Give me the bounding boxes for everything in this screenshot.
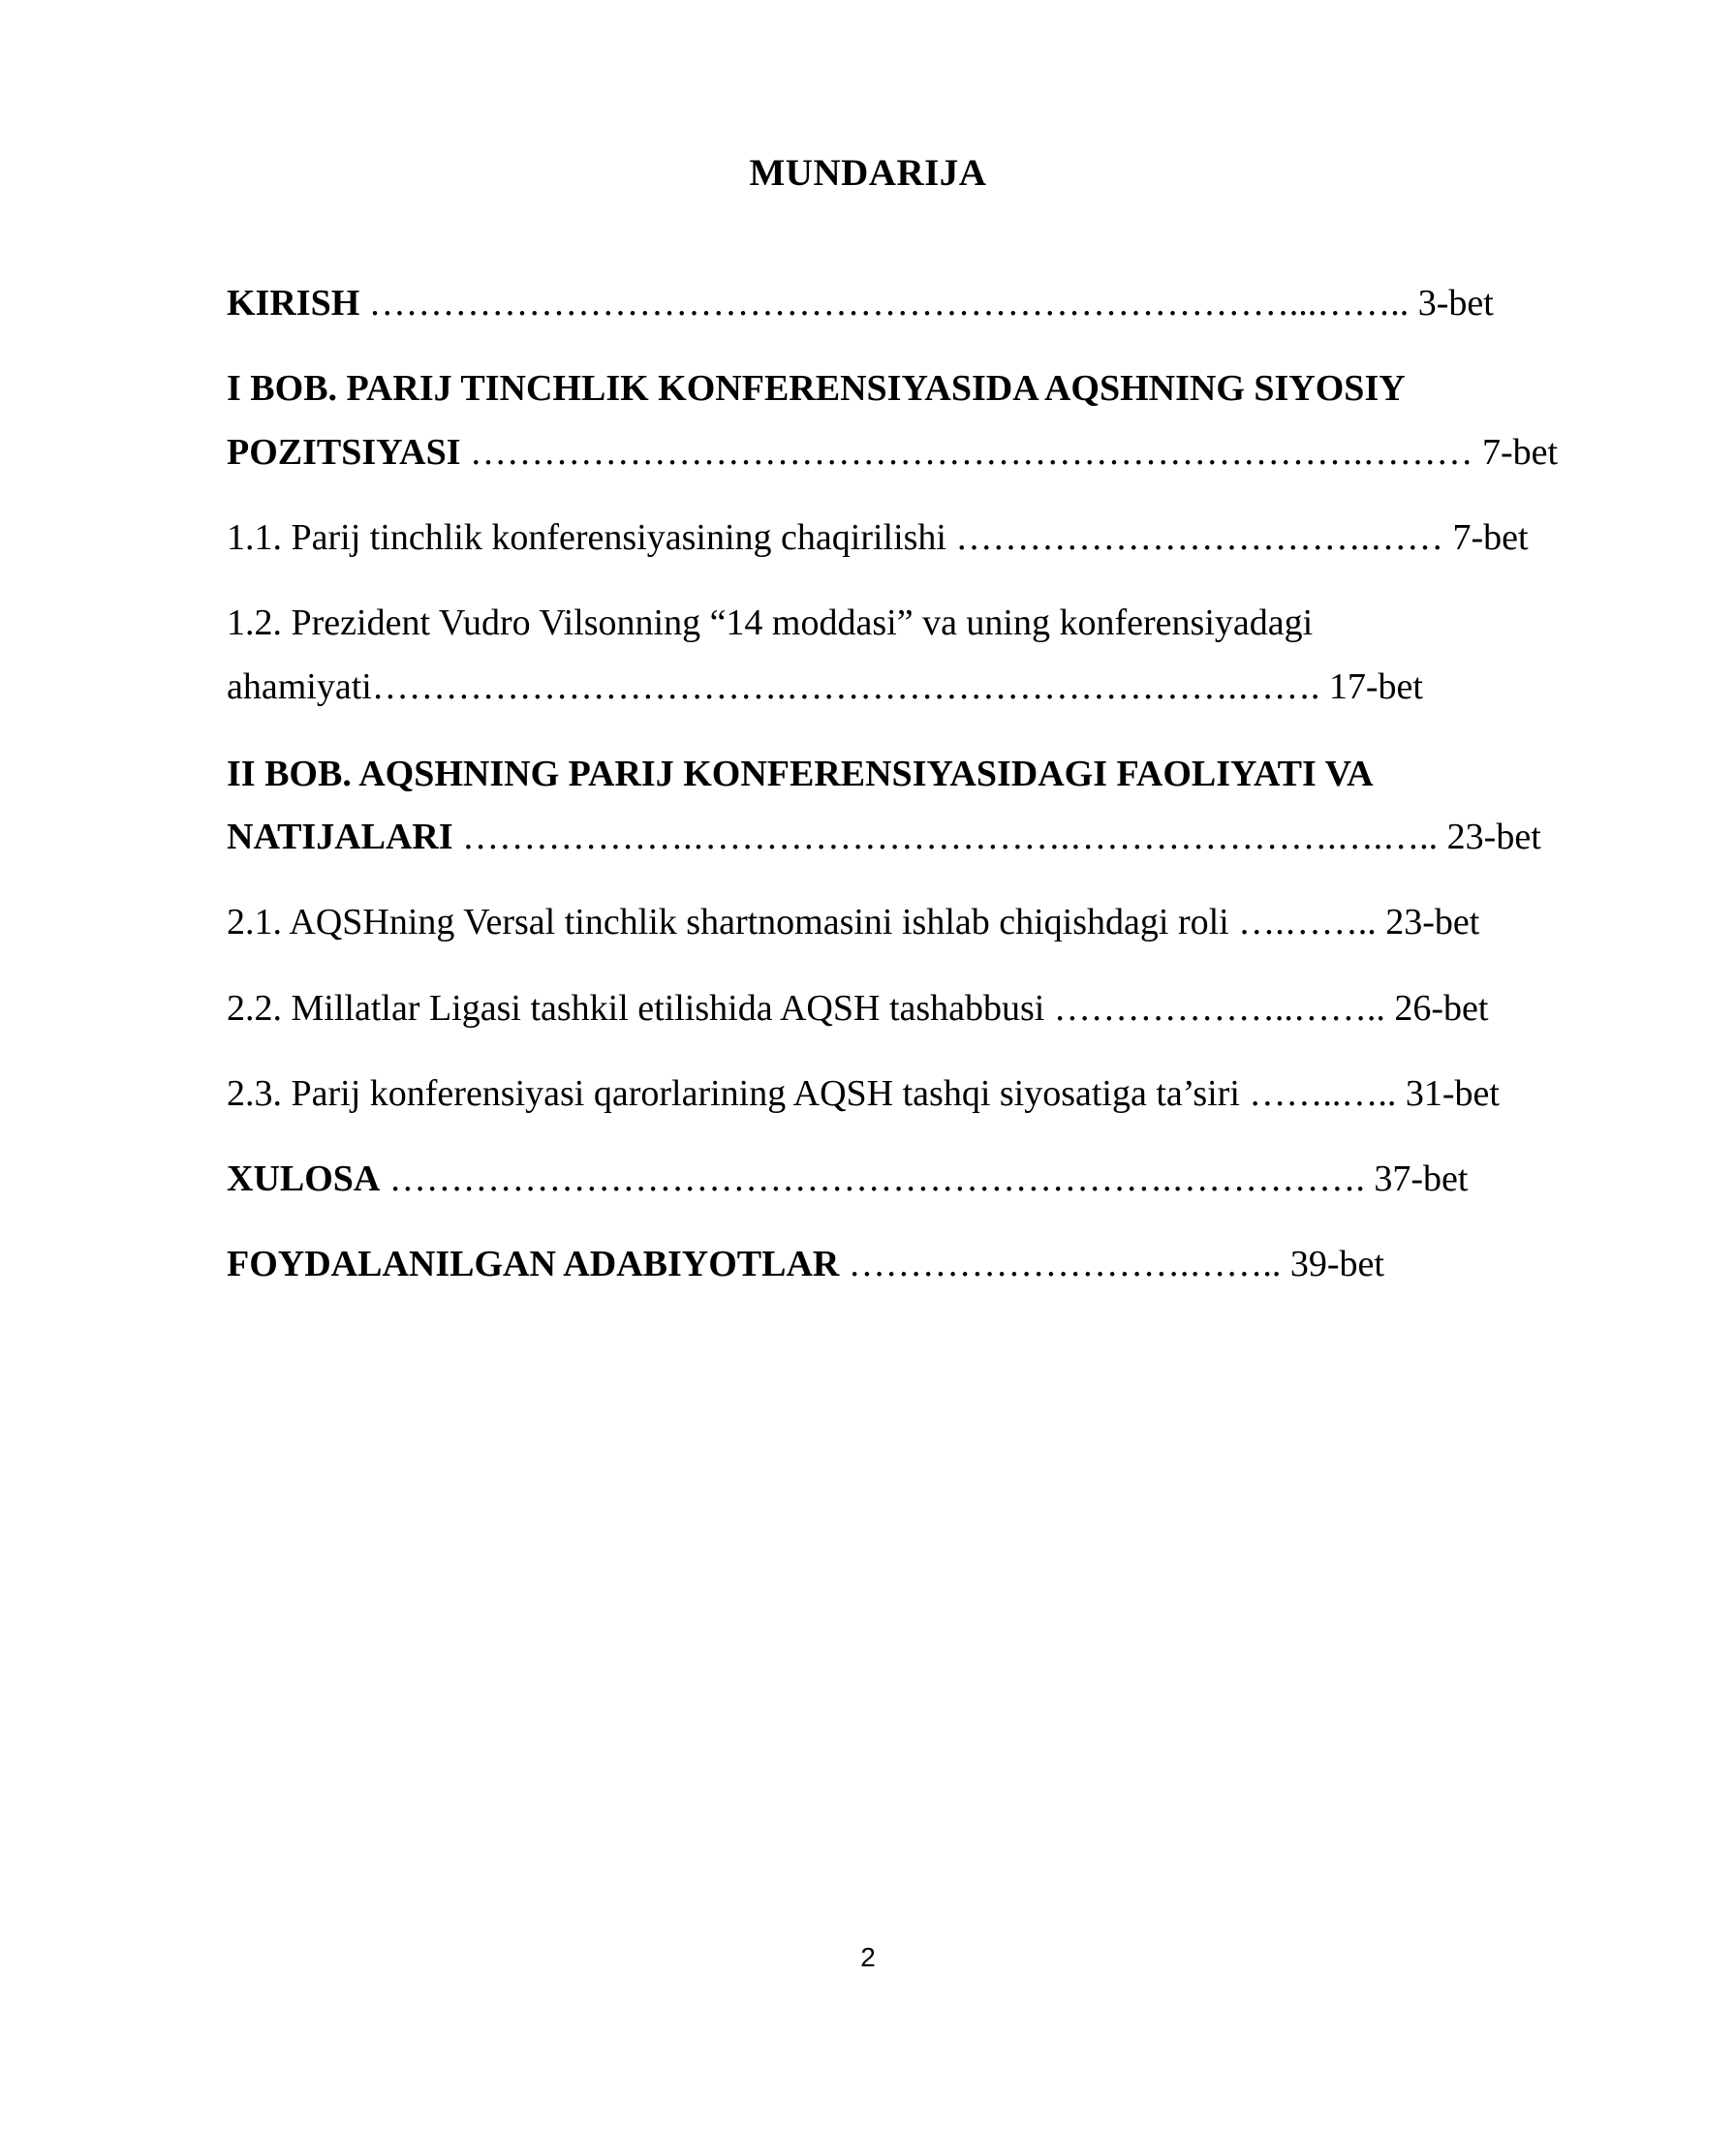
- toc-entry-text: 1.2. Prezident Vudro Vilsonning “14 moddasi” va uning konferensiyadagi: [227, 602, 1314, 643]
- toc-page-ref: 7-bet: [1482, 432, 1559, 473]
- toc-entry-text: KIRISH: [227, 283, 360, 324]
- toc-entry-text: ahamiyati: [227, 666, 372, 707]
- toc-entry-text: 2.2. Millatlar Ligasi tashkil etilishida AQSH tashabbusi: [227, 988, 1045, 1029]
- toc-entry-2-2: [227, 985, 1510, 1032]
- toc-page-ref: 7-bet: [1452, 517, 1529, 558]
- toc-page-ref: 26-bet: [1394, 988, 1489, 1029]
- toc-page-ref: 3-bet: [1417, 283, 1494, 324]
- toc-leader-dots: ……………………………………………………….…………….: [380, 1158, 1375, 1199]
- toc-entry-text: NATIJALARI: [227, 817, 453, 857]
- toc-chapter-2-heading: [227, 751, 1510, 797]
- toc-chapter-2-cont: [227, 814, 1541, 860]
- toc-leader-dots: ……………………….……..: [839, 1244, 1290, 1284]
- toc-entry-2-1: [227, 899, 1510, 945]
- toc-chapter-1-cont: [227, 429, 1559, 476]
- toc-page-ref: 23-bet: [1446, 817, 1541, 857]
- toc-page-ref: 17-bet: [1328, 666, 1423, 707]
- toc-entry-text: XULOSA: [227, 1158, 381, 1199]
- page-title: MUNDARIJA: [749, 152, 987, 194]
- page-number: 2: [860, 1942, 876, 1972]
- toc-entry-1-2-cont: [227, 664, 1510, 710]
- toc-leader-dots: ….……..: [1228, 902, 1386, 942]
- toc-page-ref: 23-bet: [1385, 902, 1480, 942]
- toc-leader-dots: …………………………………………………………………...……..: [359, 283, 1418, 324]
- toc-leader-dots: …………………………….……: [946, 517, 1453, 558]
- toc-page-ref: 31-bet: [1405, 1073, 1500, 1114]
- toc-entry-adabiyotlar: [227, 1241, 1510, 1287]
- toc-entry-text: I BOB. PARIJ TINCHLIK KONFERENSIYASIDA AQSHNING SIYOSIY: [227, 368, 1406, 409]
- toc-page-ref: 37-bet: [1374, 1158, 1469, 1199]
- toc-entry-1-2: [227, 600, 1510, 646]
- toc-entry-text: 2.1. AQSHning Versal tinchlik shartnomasini ishlab chiqishdagi roli: [227, 902, 1229, 942]
- toc-entry-xulosa: [227, 1156, 1510, 1202]
- toc-leader-dots: ……………….………………………….………………….….…..: [452, 817, 1447, 857]
- toc-chapter-1-heading: [227, 365, 1510, 412]
- toc-entry-1-1: [227, 514, 1529, 561]
- toc-entry-text: FOYDALANILGAN ADABIYOTLAR: [227, 1244, 840, 1284]
- toc-leader-dots: ………………..……..: [1044, 988, 1395, 1029]
- toc-page-ref: 39-bet: [1289, 1244, 1384, 1284]
- toc-entry-2-3: [227, 1070, 1510, 1117]
- toc-entry-text: 2.3. Parij konferensiyasi qarorlarining AQSH tashqi siyosatiga ta’siri: [227, 1073, 1240, 1114]
- toc-entry-kirish: [227, 280, 1510, 326]
- toc-leader-dots: …………………………….……………………………….…….: [371, 666, 1329, 707]
- toc-entry-text: 1.1. Parij tinchlik konferensiyasining chaqirilishi: [227, 517, 946, 558]
- toc-entry-text: POZITSIYASI: [227, 432, 461, 473]
- toc-entry-text: II BOB. AQSHNING PARIJ KONFERENSIYASIDAGI FAOLIYATI VA: [227, 754, 1374, 794]
- toc-leader-dots: ……………………………………………………………….………: [460, 432, 1482, 473]
- toc-leader-dots: ……..…..: [1239, 1073, 1406, 1114]
